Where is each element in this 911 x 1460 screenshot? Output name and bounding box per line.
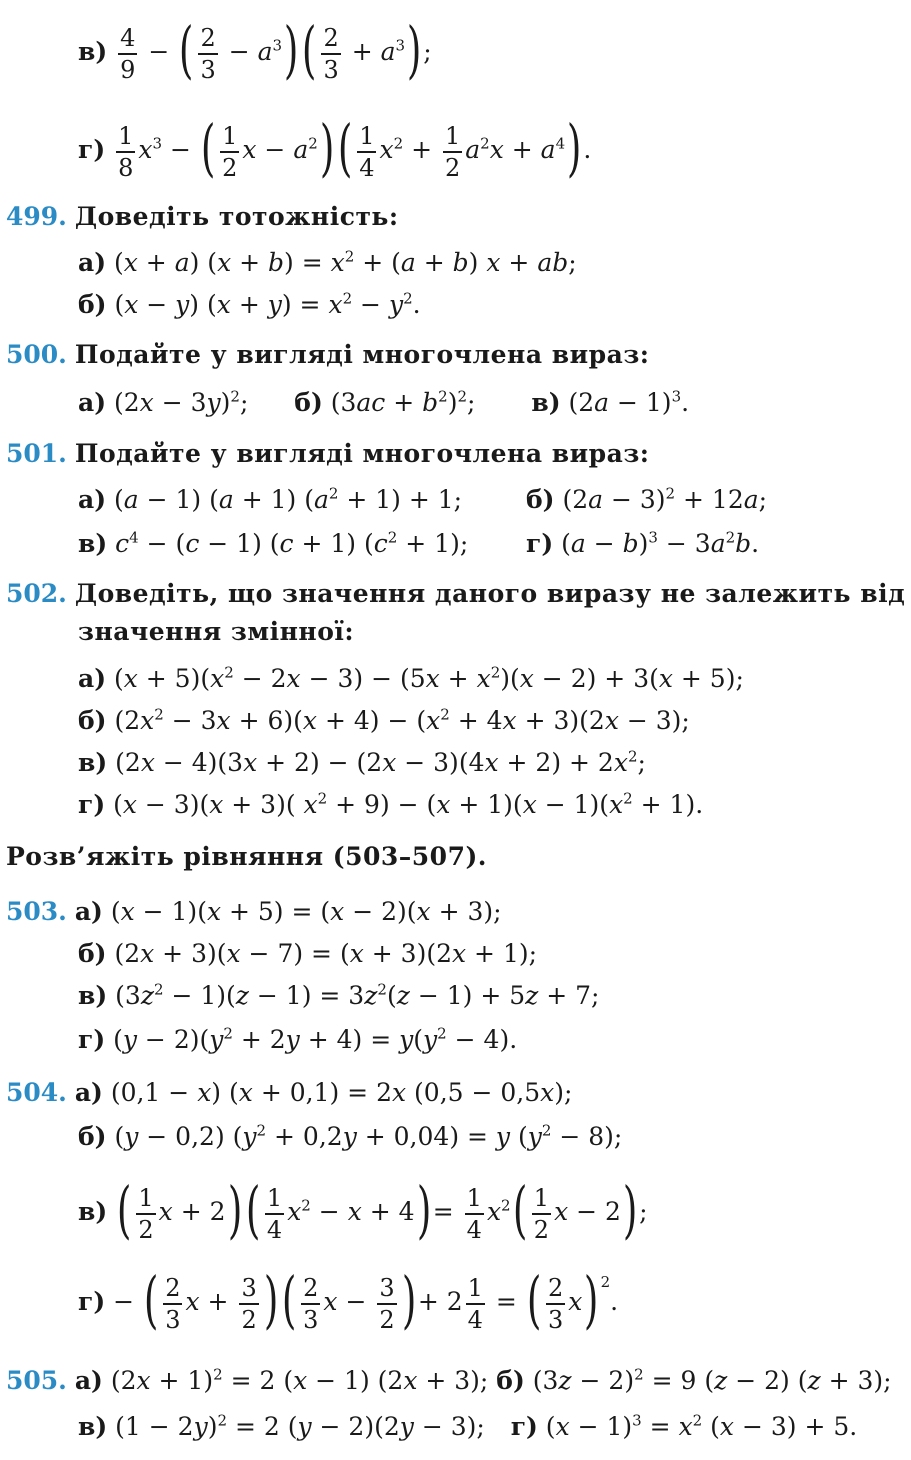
ex501-g: г) $(a - b)^3 - 3a^2b$. (526, 528, 760, 558)
ex498-v: в) $\frac{4}{9}$ − ( $\frac{2}{3}$ − $a^3$)( $\frac{2}{3}$ + $a^3$); (78, 12, 432, 86)
ex498-g: г) $\frac{1}{8}$ $x^3$ − ( $\frac{1}{2}$ $x - a^2$)( $\frac{1}{4}$ $x^2$ + $\frac{1}{2}$ $a^2x + a^4$). (78, 110, 592, 184)
ex503-a: 503. а) (x − 1)(x + 5) = (x − 2)(x + 3); (6, 897, 502, 926)
ex502-a: а) $(x + 5)(x^2 - 2x - 3) - (5x + x^2)(x - 2) + 3(x + 5)$; (78, 663, 744, 693)
ex504-v: в) ( $\frac{1}{2}$ x + 2)( $\frac{1}{4}$ $x^2 - x + 4)=$ $\frac{1}{4}$ $x^2$( $\frac{1}{2}$ x − 2); (78, 1172, 648, 1246)
ex499-a: а) (x + a) $(x + b) = x^2 + (a + b) x$ + ab; (78, 247, 577, 277)
ex503-b: б) (2x + 3)(x − 7) = (x + 3)(2x + 1); (78, 939, 538, 968)
problem-number: 499. (6, 202, 67, 231)
ex502-title2: значення змінної: (78, 617, 355, 646)
ex502-g: г) (x − 3)(x + 3)( $x^2 + 9) - (x + 1)(x - 1)(x^2 + 1)$. (78, 789, 704, 819)
ex502-title1: 502. Доведіть, що значення даного виразу не залежить від (6, 579, 906, 608)
ex505-ab: 505. а) $(2x + 1)^2 = 2$ (x − 1) (2x + 3); б) $(3z - 2)^2 = 9$ (z − 2) (z + 3); (6, 1365, 892, 1395)
ex505-vg: в) $(1 - 2y)^2 = 2$ (y − 2)(2y − 3); г) $(x - 1)^3 = x^2$ (x − 3) + 5. (78, 1411, 858, 1441)
ex501-b: б) $(2a - 3)^2 + 12a$; (526, 484, 768, 514)
ex499-b: б) (x − y) $(x + y) = x^2 - y^2$. (78, 289, 421, 319)
ex502-b: б) $(2x^2 - 3x + 6)(x + 4) - (x^2 + 4x + 3)(2x - 3)$; (78, 705, 690, 735)
ex501-title: 501. Подайте у вигляді многочлена вираз: (6, 439, 650, 468)
ex499-title (6, 200, 399, 234)
problem-title: Доведіть тотожність: (74, 202, 399, 231)
ex501-v: в) $c^4 - (c - 1) (c + 1) (c^2 + 1)$; (78, 528, 469, 558)
ex504-g: г) − ( $\frac{2}{3}$ x + $\frac{3}{2}$ )( $\frac{2}{3}$ x − $\frac{3}{2}$ )+ 2 $\frac{1}{4}$ = ( $\frac{2}{3}$ x) $^2$. (78, 1262, 619, 1336)
ex504-b: б) (y − 0,2) $(y^2 + 0,2y + 0,04) = y$ $(y^2 - 8)$; (78, 1121, 623, 1151)
ex503-g: г) $(y - 2)(y^2 + 2y + 4) = y(y^2 - 4)$. (78, 1024, 518, 1054)
ex500-title: 500. Подайте у вигляді многочлена вираз: (6, 340, 650, 369)
section-title: Розв’яжіть рівняння (503–507). (6, 842, 487, 871)
label: в) (78, 37, 108, 66)
ex503-v: в) $(3z^2 - 1)(z - 1) = 3z^2(z - 1) + 5z + 7$; (78, 980, 600, 1010)
ex500-items: а) $(2x - 3y)^2$; б) $(3ac + b^2)^2$; в) $(2a - 1)^3$. (78, 387, 690, 417)
ex504-a: 504. а) (0,1 − x) (x + 0,1) = 2x (0,5 − 0,5x); (6, 1078, 573, 1107)
ex502-v: в) $(2x - 4)(3x + 2) - (2x - 3)(4x + 2) + 2x^2$; (78, 747, 646, 777)
label: г) (78, 135, 106, 164)
ex501-a: а) (a − 1) (a + 1) $(a^2 + 1) + 1$; (78, 484, 463, 514)
